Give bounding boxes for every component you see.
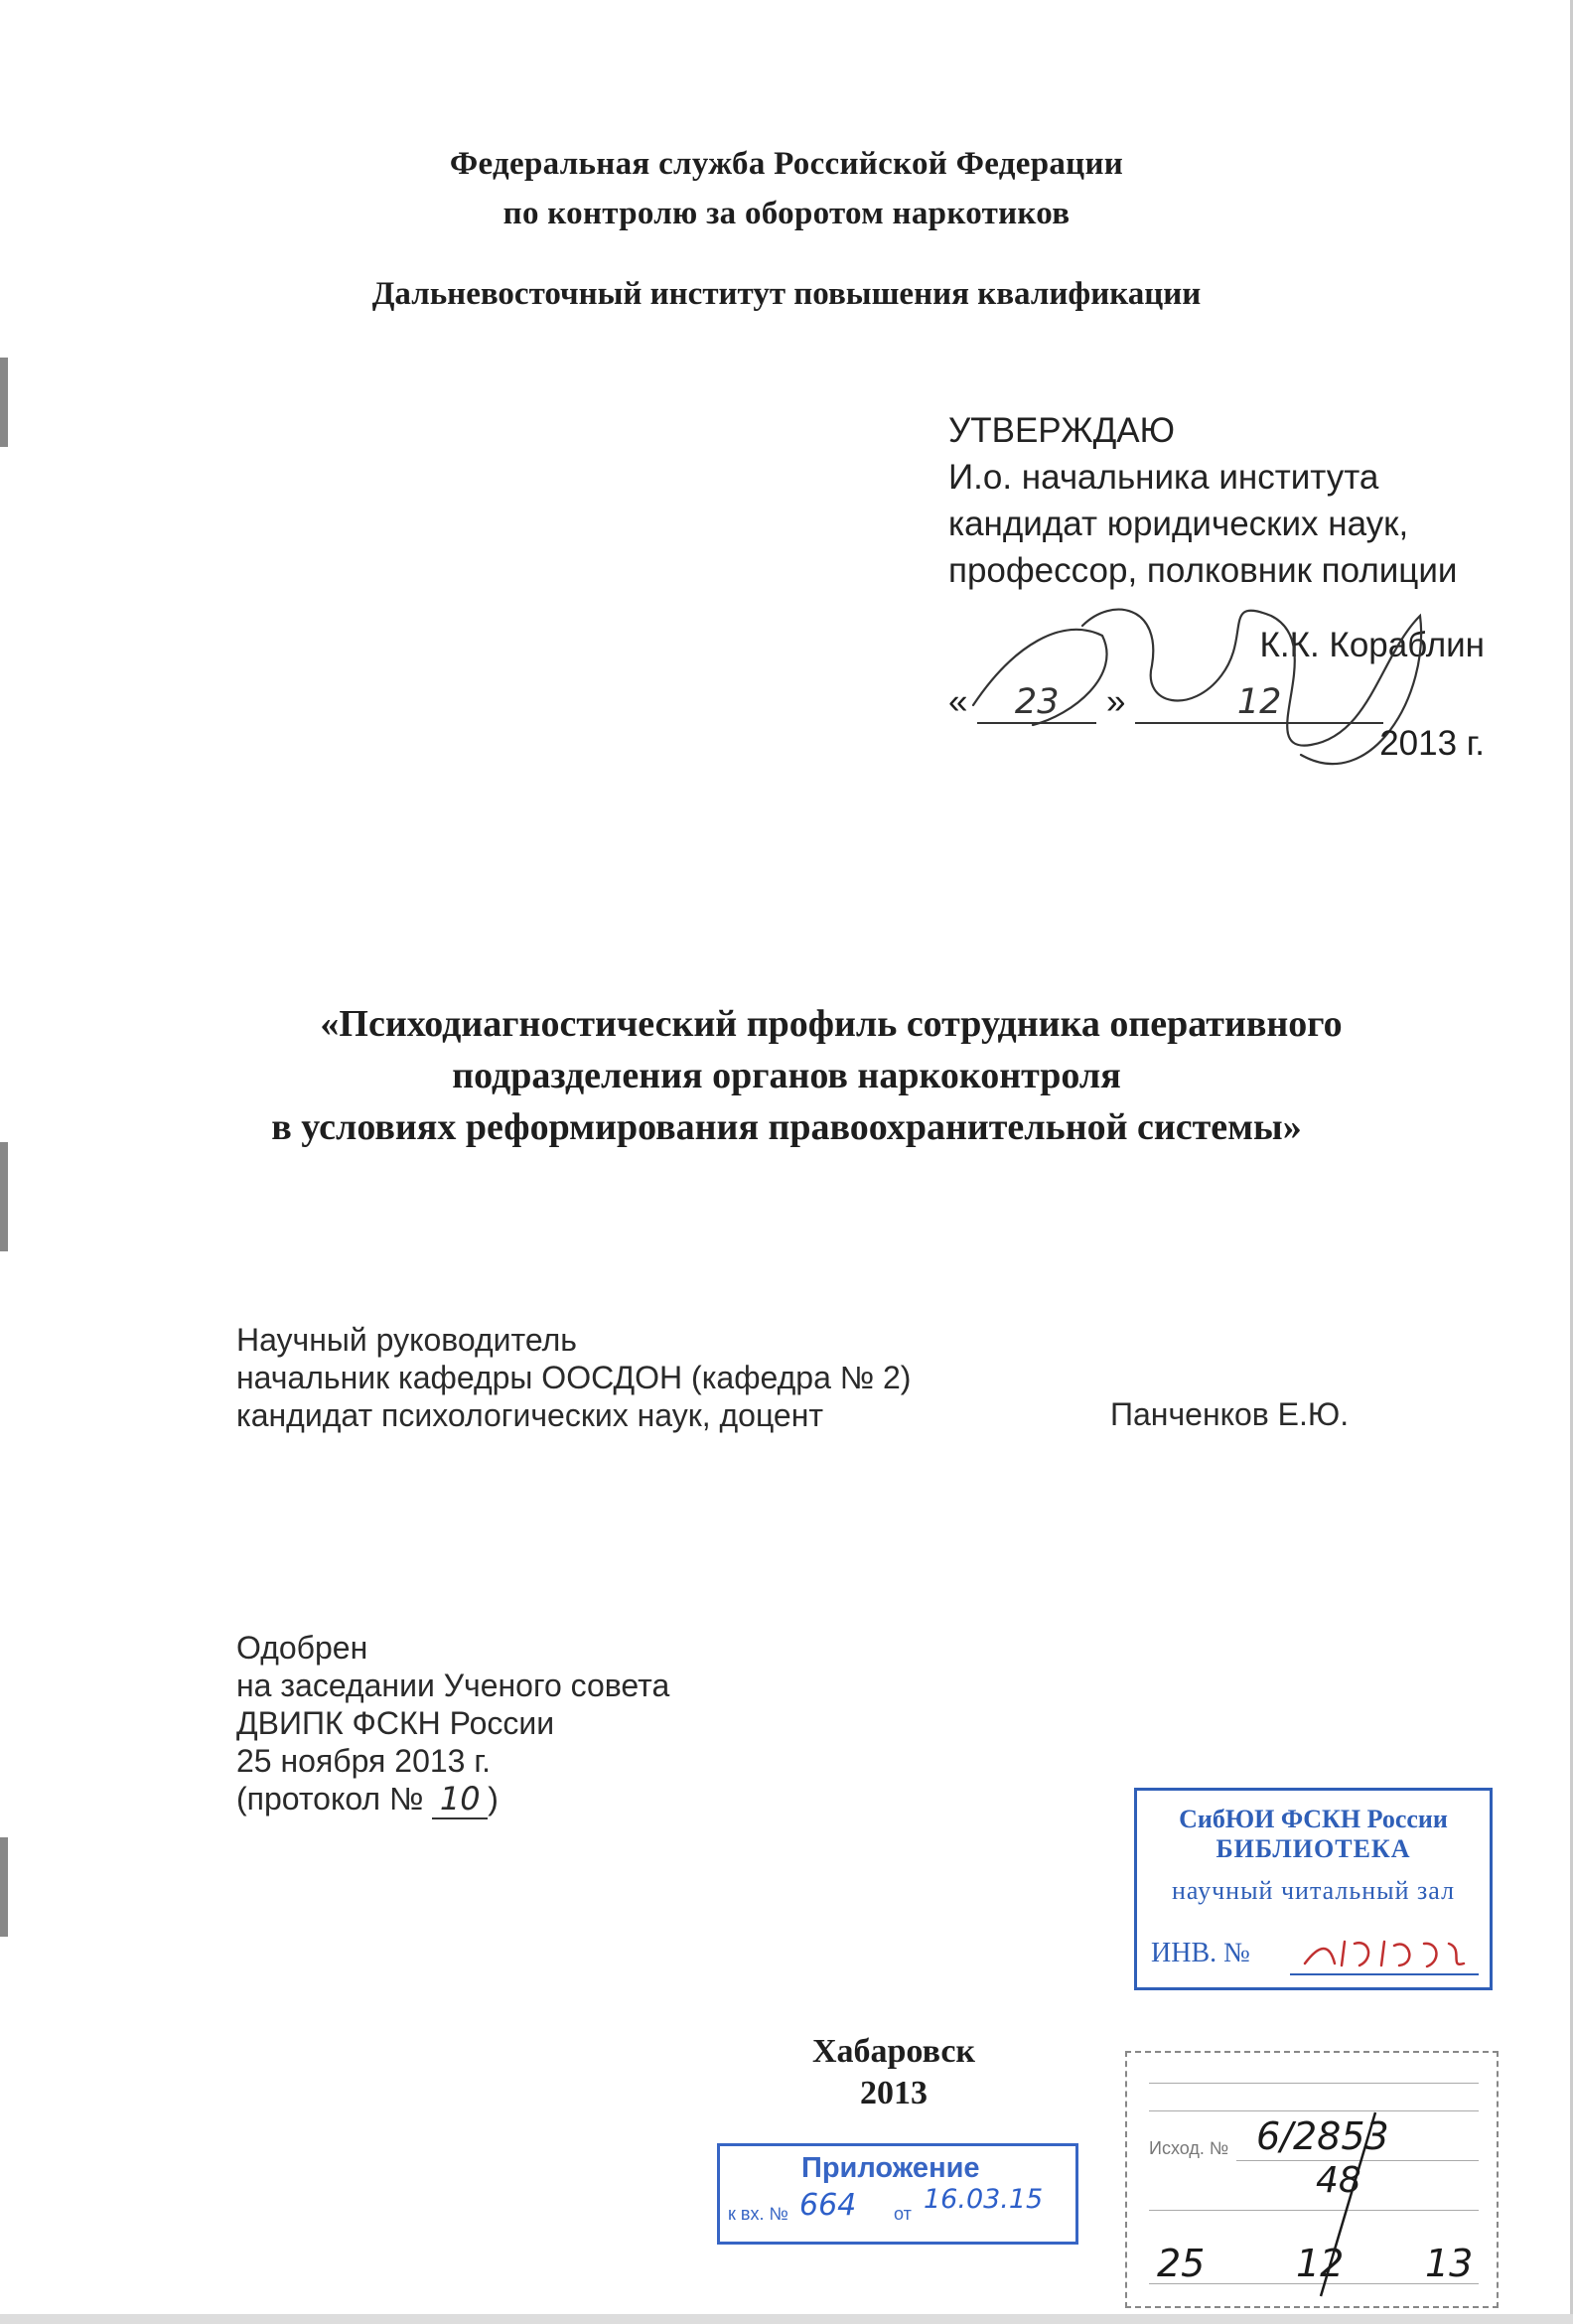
footer-year: 2013 — [860, 2075, 928, 2111]
attachment-stamp-title: Приложение — [801, 2152, 980, 2184]
library-stamp-inv-label: ИНВ. № — [1151, 1938, 1250, 1968]
approved-protocol — [236, 1780, 669, 1819]
outgoing-sheets: 48 — [1316, 2160, 1361, 2201]
approval-heading: УТВЕРЖДАЮ — [948, 411, 1175, 450]
outgoing-stamp-label: Исход. № — [1149, 2138, 1229, 2158]
supervisor-block — [236, 1321, 911, 1434]
protocol-number: 10 — [432, 1780, 488, 1819]
footer-city: Хабаровск — [811, 2033, 976, 2070]
outgoing-stamp-slash — [1306, 2107, 1385, 2306]
library-stamp-inventory — [1151, 1938, 1250, 1969]
organization-line-2: по контролю за оборотом наркотиков — [502, 196, 1071, 231]
footer-place — [775, 2031, 1013, 2114]
protocol-prefix: (протокол № — [236, 1781, 424, 1816]
outgoing-month: 12 — [1296, 2242, 1345, 2285]
organization-header — [0, 139, 1573, 238]
approval-month-handwritten: 12 — [1135, 682, 1383, 724]
approval-date — [948, 682, 1485, 764]
library-stamp-title: БИБЛИОТЕКА — [1216, 1834, 1411, 1863]
library-stamp — [1134, 1788, 1493, 1990]
approval-rank: профессор, полковник полиции — [948, 551, 1458, 590]
outgoing-day: 25 — [1157, 2242, 1206, 2285]
document-title — [0, 998, 1573, 1153]
outgoing-number: 6/2853 — [1256, 2114, 1389, 2158]
approval-degree: кандидат юридических наук, — [948, 505, 1409, 543]
approval-year: 2013 г. — [1379, 724, 1485, 763]
title-line-2: подразделения органов наркоконтроля — [452, 1055, 1121, 1096]
title-line-3: в условиях реформирования правоохранительной системы» — [271, 1106, 1302, 1148]
library-stamp-org: СибЮИ ФСКН России — [1179, 1805, 1448, 1833]
attachment-stamp — [717, 2143, 1078, 2245]
attachment-date: 16.03.15 — [924, 2184, 1044, 2215]
approved-block — [236, 1629, 669, 1819]
approved-institution: ДВИПК ФСКН России — [236, 1705, 555, 1741]
title-line-1: «Психодиагностический профиль сотрудника оперативного — [320, 1003, 1343, 1045]
attachment-from-label: от — [894, 2204, 912, 2224]
protocol-suffix: ) — [488, 1781, 499, 1816]
binding-mark — [0, 1837, 8, 1937]
approved-meeting: на заседании Ученого совета — [236, 1668, 670, 1703]
supervisor-position: начальник кафедры ООСДОН (кафедра № 2) — [236, 1360, 912, 1395]
date-quote-open: « — [948, 682, 968, 721]
institute-name: Дальневосточный институт повышения квалификации — [371, 276, 1202, 312]
binding-mark — [0, 1142, 8, 1251]
binding-mark — [0, 358, 8, 447]
outgoing-year: 13 — [1425, 2242, 1474, 2285]
approval-signatory-name: К.К. Кораблин — [1259, 626, 1485, 664]
library-stamp-hall: научный читальный зал — [1171, 1876, 1456, 1905]
approval-position: И.о. начальника института — [948, 458, 1379, 497]
attachment-incoming-number: 664 — [799, 2188, 857, 2223]
organization-line-1: Федеральная служба Российской Федерации — [449, 146, 1124, 182]
inventory-number-scribble — [1300, 1934, 1469, 1973]
approved-heading: Одобрен — [236, 1630, 368, 1666]
approval-day-handwritten: 23 — [977, 682, 1096, 724]
supervisor-degree: кандидат психологических наук, доцент — [236, 1397, 824, 1433]
supervisor-role: Научный руководитель — [236, 1322, 577, 1358]
scan-bottom-edge — [0, 2314, 1573, 2324]
outgoing-stamp-rule — [1149, 2083, 1479, 2084]
approved-date: 25 ноября 2013 г. — [236, 1743, 491, 1779]
attachment-incoming-label: к вх. № — [728, 2204, 788, 2224]
outgoing-stamp — [1125, 2051, 1499, 2308]
library-stamp-inv-rule — [1290, 1973, 1479, 1975]
date-quote-close: » — [1105, 682, 1126, 721]
supervisor-name: Панченков Е.Ю. — [1110, 1396, 1350, 1432]
